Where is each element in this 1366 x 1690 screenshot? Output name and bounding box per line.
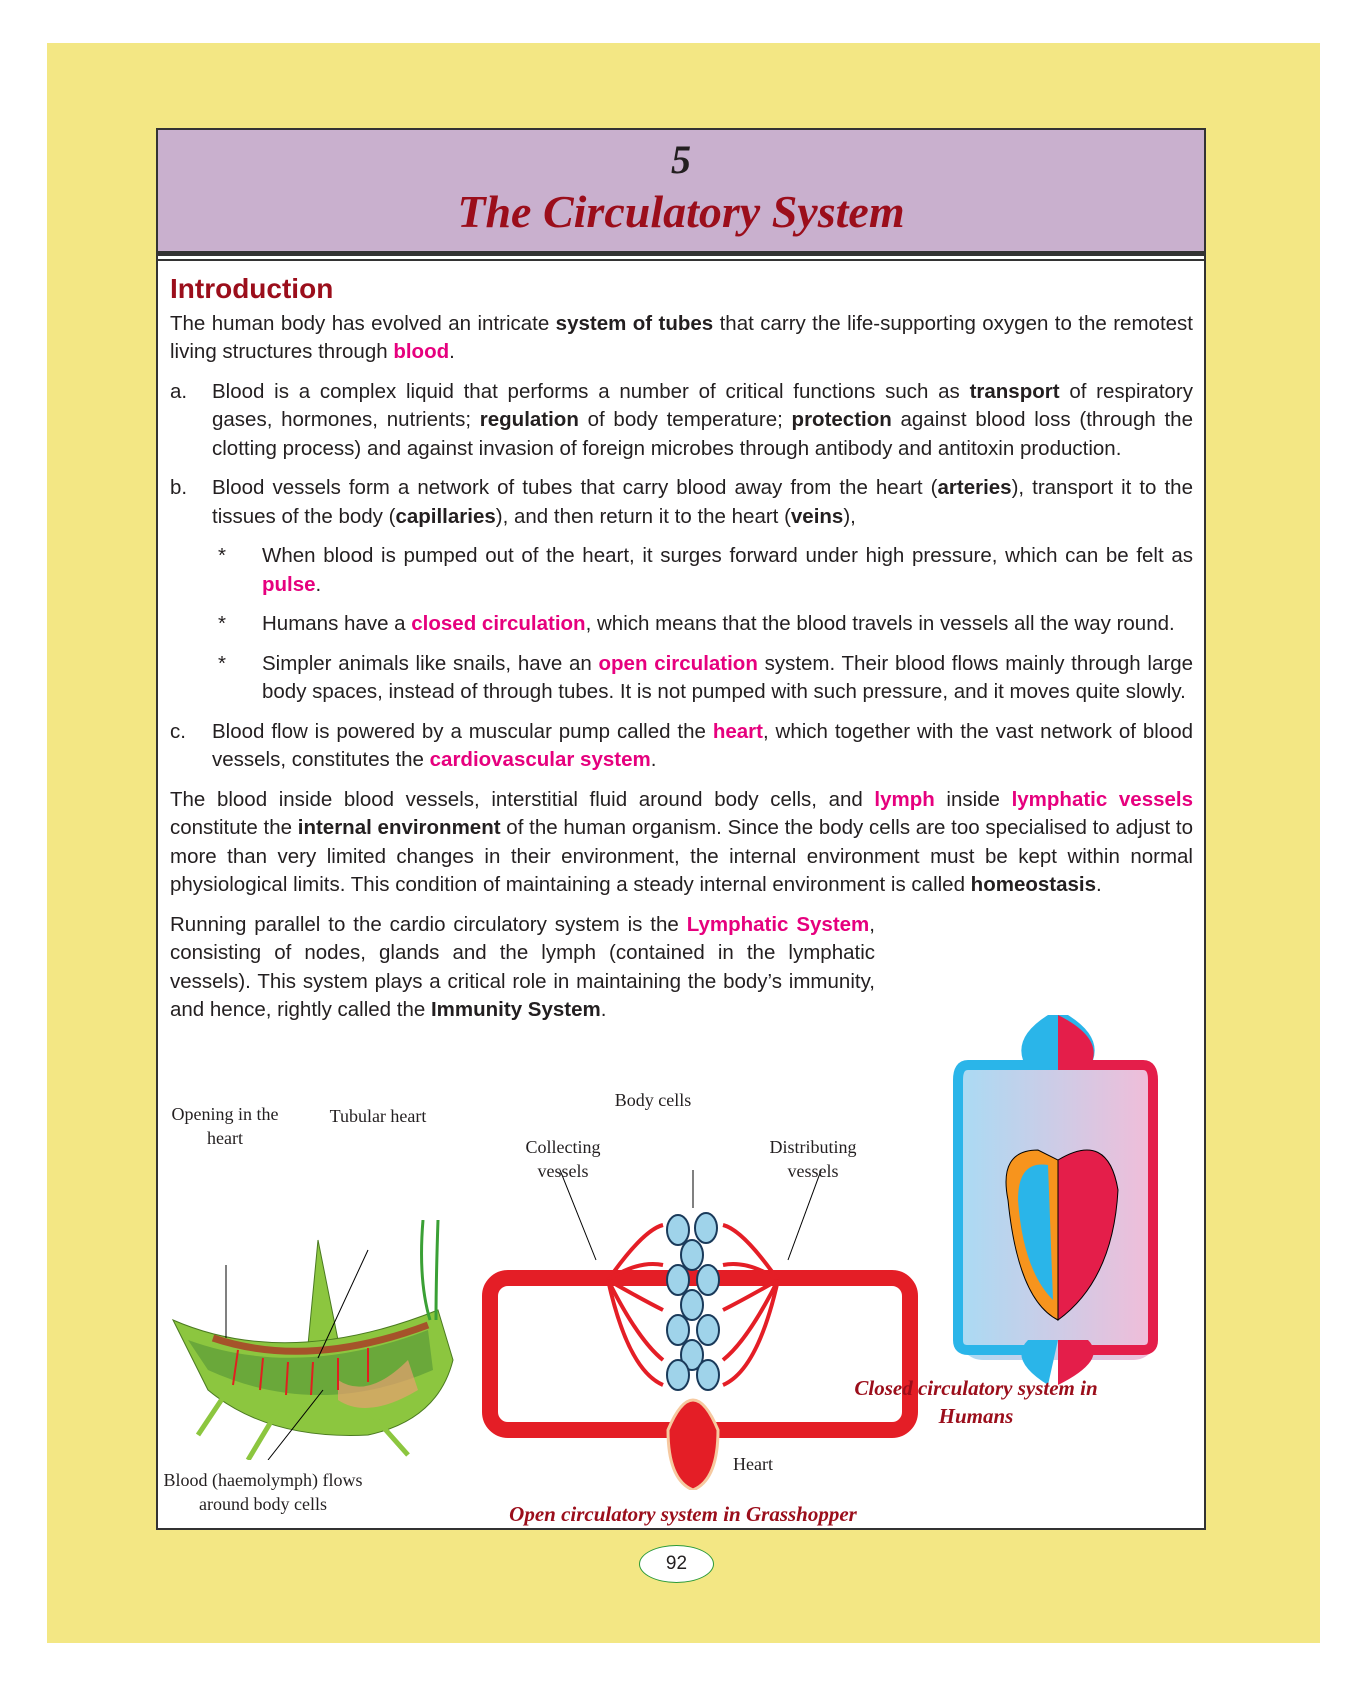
bullet-marker: * (218, 544, 226, 567)
chapter-number: 5 (671, 137, 691, 182)
highlighted-term: lymph (874, 787, 935, 811)
chapter-title: The Circulatory System (457, 186, 905, 237)
open-circulation-diagram (478, 1170, 918, 1490)
content (158, 256, 1204, 1025)
label-distributing-vessels: Distributing vessels (769, 1137, 857, 1181)
text-run: Running parallel to the cardio circulatory system is the (170, 912, 687, 936)
text-run: . (650, 748, 657, 771)
page-frame (156, 128, 1206, 1530)
grasshopper-illustration (168, 1220, 458, 1460)
intro-paragraph (170, 310, 1193, 367)
list-text (212, 718, 1193, 775)
text-run: Blood vessels form a network of tubes that carry blood away from the heart ( (212, 476, 938, 499)
list-text (212, 378, 1193, 464)
text-run: , which together with the vast network of blood vessels, constitutes the (212, 719, 1194, 771)
text-run: When blood is pumped out of the heart, it surges forward under high pressure, which can be felt as (262, 544, 1193, 567)
bullet-text (262, 650, 1193, 707)
label-opening-in-heart: Opening in the heart (171, 1104, 279, 1148)
highlighted-term: closed circulation (411, 612, 586, 635)
highlighted-term: Lymphatic System (686, 912, 870, 936)
label-tubular-heart: Tubular heart (329, 1106, 427, 1126)
text-run: , which means that the blood travels in vessels all the way round. (585, 612, 1175, 635)
list-marker: a. (170, 379, 188, 403)
text-run: Simpler animals like snails, have an (262, 651, 599, 675)
text-run: ), transport it to the tissues of the body ( (212, 476, 1193, 528)
text-run: Blood flow is powered by a muscular pump called the (212, 719, 713, 743)
text-run: . (315, 572, 322, 596)
label-collecting-vessels: Collecting vessels (525, 1137, 601, 1181)
list-marker: b. (170, 476, 188, 499)
text-run: , consisting of nodes, glands and the lymph (contained in the lymphatic vessels). This system plays a critical role in maintaining the body’s immunity, and hence, rightly called the (170, 912, 875, 1021)
text-run: of body temperature; (578, 408, 792, 431)
highlighted-term: pulse (262, 572, 316, 596)
highlighted-term: arteries (937, 476, 1012, 499)
bullet-open (212, 650, 1193, 707)
highlighted-term: homeostasis (970, 873, 1096, 896)
highlighted-term: protection (791, 408, 892, 431)
text-run: The blood inside blood vessels, interstitial fluid around body cells, and (170, 787, 875, 811)
text-run: system. Their blood flows mainly through large body spaces, instead of through tubes. It is not pumped with such pressure, and it moves quite slowly. (262, 651, 1193, 703)
highlighted-term: veins (790, 504, 844, 528)
list-item-c (170, 718, 1193, 775)
text-run: . (449, 340, 455, 363)
list-item-b (170, 474, 1193, 531)
text-run: Humans have a (262, 612, 412, 635)
text-run: against blood loss (through the clotting process) and against invasion of foreign microbes through antibody and antitoxin production. (212, 408, 1193, 460)
highlighted-term: open circulation (598, 651, 758, 675)
text-run: . (1096, 873, 1102, 896)
label-haemolymph: Blood (haemolymph) flows around body cells (163, 1470, 363, 1514)
text-run: that carry the life-supporting oxygen to the remotest living structures through (170, 311, 1193, 363)
text-run: of respiratory gases, hormones, nutrients; (212, 379, 1194, 431)
text-run: The human body has evolved an intricate (170, 311, 556, 335)
bullet-text (262, 610, 1193, 639)
bullet-marker: * (218, 651, 226, 675)
closed-circulation-diagram (948, 1000, 1178, 1420)
highlighted-term: system of tubes (555, 311, 714, 335)
highlighted-term: capillaries (395, 504, 496, 528)
text-run: of the human organism. Since the body cells are too specialised to adjust to more than very limited changes in their environment, the internal environment must be kept within normal physiological limits. This condition of maintaining a steady internal environment is called (170, 816, 1193, 896)
highlighted-term: transport (969, 379, 1060, 403)
highlighted-term: blood (393, 340, 450, 363)
list-item-a (170, 378, 1193, 464)
intro-heading: Introduction (170, 273, 334, 304)
highlighted-term: Immunity System (430, 998, 601, 1021)
lymphatic-paragraph (170, 911, 875, 1025)
chapter-header (158, 130, 1204, 256)
label-body-cells: Body cells (614, 1090, 692, 1110)
caption-open-circulation: Open circulatory system in Grasshopper (509, 1502, 857, 1526)
text-run: . (600, 998, 607, 1021)
text-run: Blood is a complex liquid that performs a number of critical functions such as (212, 379, 970, 403)
highlighted-term: heart (712, 719, 763, 743)
text-run: constitute the (170, 816, 298, 839)
bullet-closed (212, 610, 1193, 639)
label-heart: Heart (733, 1454, 773, 1474)
bullet-pulse (212, 542, 1193, 599)
bullet-text (262, 542, 1193, 599)
highlighted-term: internal environment (297, 816, 501, 839)
bullet-marker: * (218, 612, 226, 635)
page-number: 92 (639, 1545, 714, 1583)
caption-closed-circulation: Closed circulatory system in Humans (854, 1376, 1098, 1428)
highlighted-term: lymphatic vessels (1011, 787, 1193, 811)
highlighted-term: cardiovascular system (429, 748, 651, 771)
list-marker: c. (170, 719, 186, 743)
homeostasis-paragraph (170, 786, 1193, 900)
text-run: ), and then return it to the heart ( (495, 504, 791, 528)
text-run: ), (843, 504, 856, 528)
list-text (212, 474, 1193, 531)
highlighted-term: regulation (479, 408, 579, 431)
text-run: inside (934, 787, 1012, 811)
